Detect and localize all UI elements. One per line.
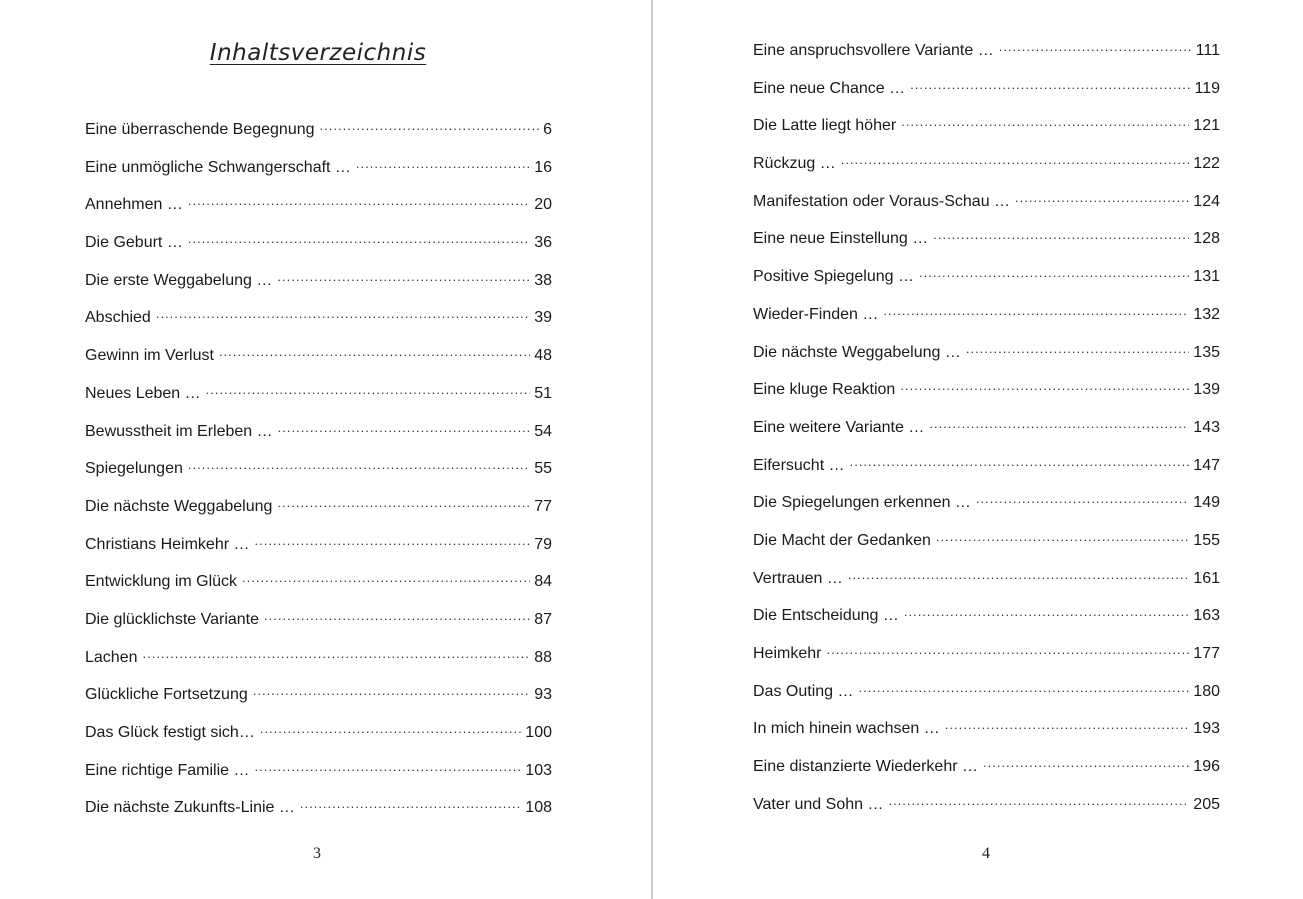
toc-entry-page: 135 xyxy=(1193,343,1220,361)
toc-entry xyxy=(85,722,552,760)
toc-entry xyxy=(753,379,1220,417)
toc-entry xyxy=(753,756,1220,794)
toc-entry-title: Entwicklung im Glück xyxy=(85,573,238,591)
toc-entry-page: 84 xyxy=(534,573,552,591)
toc-entry-page: 119 xyxy=(1194,79,1220,97)
toc-list-left xyxy=(85,119,552,835)
toc-entry xyxy=(85,383,552,421)
dot-leader xyxy=(277,271,530,285)
dot-leader xyxy=(966,343,1189,357)
dot-leader xyxy=(900,380,1189,394)
toc-entry-page: 111 xyxy=(1195,42,1220,59)
toc-entry-title: Das Glück festigt sich… xyxy=(85,724,255,741)
toc-entry-page: 147 xyxy=(1193,456,1220,474)
toc-entry xyxy=(85,194,552,232)
toc-entry xyxy=(753,568,1220,606)
dot-leader xyxy=(848,569,1189,583)
toc-entry-page: 124 xyxy=(1193,192,1220,210)
toc-entry-title: Eine überraschende Begegnung xyxy=(85,121,315,138)
dot-leader xyxy=(1015,192,1189,206)
toc-entry-page: 48 xyxy=(534,347,552,365)
toc-entry xyxy=(753,40,1220,78)
toc-entry xyxy=(85,760,552,798)
toc-entry-title: Die glücklichste Variante xyxy=(85,610,260,628)
toc-entry-title: Neues Leben … xyxy=(85,384,201,402)
toc-entry xyxy=(753,605,1220,643)
dot-leader xyxy=(883,305,1189,319)
dot-leader xyxy=(933,229,1189,243)
toc-entry-title: Rückzug … xyxy=(753,155,836,173)
dot-leader xyxy=(850,456,1190,470)
dot-leader xyxy=(320,120,540,134)
toc-list-right xyxy=(753,40,1220,831)
toc-entry xyxy=(753,228,1220,266)
toc-entry-page: 132 xyxy=(1193,305,1220,323)
toc-entry xyxy=(753,455,1220,493)
toc-entry-title: Vertrauen … xyxy=(753,569,843,587)
toc-entry-page: 88 xyxy=(534,648,552,666)
toc-entry xyxy=(85,534,552,572)
dot-leader xyxy=(858,682,1189,696)
page-number-left: 3 xyxy=(313,845,321,862)
toc-entry-page: 108 xyxy=(525,799,552,817)
toc-entry-page: 51 xyxy=(534,384,552,402)
dot-leader xyxy=(219,346,530,360)
toc-entry-title: Die Macht der Gedanken xyxy=(753,531,931,549)
dot-leader xyxy=(841,154,1190,168)
toc-entry-page: 38 xyxy=(534,271,552,289)
toc-entry xyxy=(753,304,1220,342)
toc-entry-title: Eine anspruchsvollere Variante … xyxy=(753,42,994,59)
toc-entry xyxy=(753,266,1220,304)
toc-entry-title: Die nächste Weggabelung xyxy=(85,497,273,515)
toc-entry-page: 149 xyxy=(1193,494,1220,512)
dot-leader xyxy=(264,610,530,624)
toc-entry-title: Bewusstheit im Erleben … xyxy=(85,422,273,440)
toc-entry-title: In mich hinein wachsen … xyxy=(753,720,940,738)
toc-entry-page: 205 xyxy=(1193,795,1220,813)
toc-entry-page: 79 xyxy=(534,535,552,553)
toc-entry-title: Die nächste Weggabelung … xyxy=(753,343,961,361)
toc-entry-page: 55 xyxy=(534,460,552,478)
toc-entry-page: 93 xyxy=(534,686,552,704)
toc-entry xyxy=(85,345,552,383)
toc-entry-title: Heimkehr xyxy=(753,645,822,662)
toc-entry-page: 36 xyxy=(534,234,552,252)
toc-entry xyxy=(753,115,1220,153)
toc-entry xyxy=(753,153,1220,191)
right-page xyxy=(653,0,1303,899)
toc-entry-page: 128 xyxy=(1193,230,1220,248)
dot-leader xyxy=(188,459,530,473)
toc-entry-title: Das Outing … xyxy=(753,682,854,700)
toc-entry xyxy=(753,417,1220,455)
dot-leader xyxy=(826,644,1189,658)
toc-entry-title: Annehmen … xyxy=(85,196,183,214)
toc-entry-title: Die nächste Zukunfts-Linie … xyxy=(85,799,295,817)
toc-entry-page: 87 xyxy=(534,610,552,628)
dot-leader xyxy=(936,531,1189,545)
toc-entry xyxy=(85,609,552,647)
dot-leader xyxy=(143,648,531,662)
toc-entry-title: Die Latte liegt höher xyxy=(753,117,897,135)
toc-entry-page: 161 xyxy=(1193,569,1220,587)
toc-entry-title: Eine unmögliche Schwangerschaft … xyxy=(85,158,351,176)
toc-entry-page: 77 xyxy=(534,497,552,515)
dot-leader xyxy=(910,79,1190,93)
toc-entry-page: 155 xyxy=(1193,531,1220,549)
toc-entry xyxy=(85,496,552,534)
toc-entry-title: Eine distanzierte Wiederkehr … xyxy=(753,758,978,776)
toc-entry-page: 16 xyxy=(534,158,552,176)
dot-leader xyxy=(300,798,521,812)
toc-entry xyxy=(85,571,552,609)
toc-entry-page: 177 xyxy=(1193,645,1220,662)
toc-entry xyxy=(85,421,552,459)
toc-entry xyxy=(753,492,1220,530)
dot-leader xyxy=(188,233,530,247)
toc-entry-page: 163 xyxy=(1193,607,1220,625)
toc-entry xyxy=(85,458,552,496)
dot-leader xyxy=(254,535,530,549)
toc-entry-title: Manifestation oder Voraus-Schau … xyxy=(753,192,1011,210)
toc-entry xyxy=(753,191,1220,229)
toc-entry-title: Vater und Sohn … xyxy=(753,795,884,813)
toc-entry-title: Eine kluge Reaktion xyxy=(753,381,896,399)
toc-entry-page: 196 xyxy=(1193,758,1220,776)
toc-entry-page: 100 xyxy=(525,724,552,741)
toc-entry-title: Abschied xyxy=(85,309,151,327)
dot-leader xyxy=(188,195,530,209)
toc-entry xyxy=(85,797,552,835)
toc-entry-page: 103 xyxy=(525,761,552,779)
toc-entry-title: Positive Spiegelung … xyxy=(753,268,914,286)
dot-leader xyxy=(901,116,1189,130)
toc-entry-title: Gewinn im Verlust xyxy=(85,347,214,365)
dot-leader xyxy=(976,493,1189,507)
toc-entry-page: 121 xyxy=(1193,117,1220,135)
toc-entry-title: Eine neue Einstellung … xyxy=(753,230,929,248)
dot-leader xyxy=(253,685,530,699)
dot-leader xyxy=(156,308,530,322)
toc-entry xyxy=(753,643,1220,681)
dot-leader xyxy=(983,757,1189,771)
toc-entry xyxy=(753,78,1220,116)
dot-leader xyxy=(888,795,1189,809)
toc-entry-page: 143 xyxy=(1193,418,1220,436)
dot-leader xyxy=(356,158,530,172)
toc-entry-title: Die Entscheidung … xyxy=(753,607,899,625)
toc-entry-page: 180 xyxy=(1193,682,1220,700)
dot-leader xyxy=(277,497,530,511)
toc-entry xyxy=(85,647,552,685)
toc-entry xyxy=(753,681,1220,719)
toc-entry xyxy=(85,232,552,270)
toc-entry-title: Eine weitere Variante … xyxy=(753,418,925,436)
toc-entry-title: Glückliche Fortsetzung xyxy=(85,686,248,704)
toc-entry-title: Die erste Weggabelung … xyxy=(85,271,273,289)
toc-entry xyxy=(753,794,1220,832)
toc-entry xyxy=(85,119,552,157)
dot-leader xyxy=(929,418,1189,432)
toc-entry-page: 193 xyxy=(1193,720,1220,738)
toc-entry xyxy=(85,684,552,722)
toc-entry xyxy=(85,270,552,308)
toc-entry-title: Eine richtige Familie … xyxy=(85,761,250,779)
toc-entry-page: 131 xyxy=(1193,268,1220,286)
toc-entry xyxy=(85,157,552,195)
toc-entry xyxy=(753,718,1220,756)
toc-entry-page: 39 xyxy=(534,309,552,327)
page-number-right: 4 xyxy=(982,845,990,862)
toc-entry xyxy=(85,307,552,345)
toc-entry-title: Eifersucht … xyxy=(753,456,845,474)
toc-entry-page: 122 xyxy=(1193,155,1220,173)
dot-leader xyxy=(945,719,1190,733)
toc-entry-title: Wieder-Finden … xyxy=(753,305,879,323)
dot-leader xyxy=(999,41,1192,55)
toc-entry-page: 6 xyxy=(543,121,552,138)
toc-title: Inhaltsverzeichnis xyxy=(209,40,427,66)
dot-leader xyxy=(904,606,1189,620)
toc-entry-title: Lachen xyxy=(85,648,138,666)
toc-entry-page: 54 xyxy=(534,422,552,440)
dot-leader xyxy=(242,572,530,586)
dot-leader xyxy=(260,723,521,737)
dot-leader xyxy=(919,267,1189,281)
dot-leader xyxy=(255,761,522,775)
toc-entry-title: Die Geburt … xyxy=(85,234,183,252)
toc-entry xyxy=(753,530,1220,568)
dot-leader xyxy=(206,384,531,398)
toc-entry-page: 20 xyxy=(534,196,552,214)
toc-entry-title: Die Spiegelungen erkennen … xyxy=(753,494,971,512)
toc-entry-page: 139 xyxy=(1193,381,1220,399)
toc-entry-title: Spiegelungen xyxy=(85,460,183,478)
toc-entry-title: Eine neue Chance … xyxy=(753,79,906,97)
left-page xyxy=(0,0,651,899)
toc-entry-title: Christians Heimkehr … xyxy=(85,535,250,553)
dot-leader xyxy=(278,422,531,436)
toc-entry xyxy=(753,342,1220,380)
